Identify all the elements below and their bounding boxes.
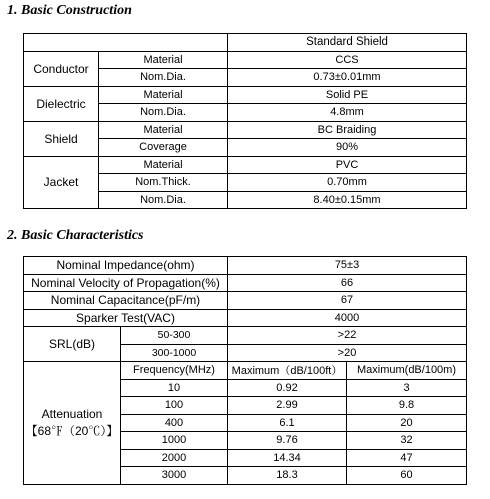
table-row [24,362,467,380]
group-label-shield: Shield [24,121,99,156]
header-blank-cell [24,34,228,52]
table-row [24,156,467,174]
param-cell: Nom.Dia. [99,191,228,209]
section-1-title: 1. Basic Construction [7,3,132,18]
srl-value: >22 [228,327,467,345]
srl-range: 300-1000 [121,344,228,362]
table-row [24,292,467,310]
value-cell: 4.8mm [228,104,467,122]
characteristic-label: Sparker Test(VAC) [24,309,228,327]
attenuation-ft-cell: 9.76 [228,432,347,450]
value-cell: PVC [228,156,467,174]
characteristic-value: 75±3 [228,257,467,275]
attenuation-ft-cell: 0.92 [228,379,347,397]
characteristic-value: 4000 [228,309,467,327]
attenuation-m-cell: 20 [347,414,467,432]
srl-value: >20 [228,344,467,362]
srl-label: SRL(dB) [24,327,121,362]
value-cell: BC Braiding [228,121,467,139]
group-label-jacket: Jacket [24,156,99,209]
column-header-frequency: Frequency(MHz) [121,362,228,380]
characteristic-label: Nominal Capacitance(pF/m) [24,292,228,310]
characteristic-label: Nominal Velocity of Propagation(%) [24,274,228,292]
basic-construction-table [23,33,467,209]
param-cell: Material [99,121,228,139]
table-row [24,257,467,275]
value-cell: CCS [228,51,467,69]
param-cell: Material [99,51,228,69]
characteristic-value: 67 [228,292,467,310]
group-label-dielectric: Dielectric [24,86,99,121]
attenuation-m-cell: 32 [347,432,467,450]
table-row [24,121,467,139]
attenuation-label-line2: 【68℉（20℃）】 [25,423,119,438]
attenuation-m-cell: 60 [347,467,467,485]
attenuation-ft-cell: 2.99 [228,397,347,415]
attenuation-m-cell: 47 [347,449,467,467]
attenuation-ft-cell: 18.3 [228,467,347,485]
characteristic-label: Nominal Impedance(ohm) [24,257,228,275]
param-cell: Nom.Thick. [99,174,228,192]
frequency-cell: 1000 [121,432,228,450]
section-2-title: 2. Basic Characteristics [7,228,144,243]
column-header-max-db-100ft: Maximum（dB/100ft） [228,362,347,380]
attenuation-m-cell: 3 [347,379,467,397]
value-cell: 90% [228,139,467,157]
value-cell: Solid PE [228,86,467,104]
basic-characteristics-table [23,256,467,485]
frequency-cell: 2000 [121,449,228,467]
param-cell: Material [99,86,228,104]
frequency-cell: 100 [121,397,228,415]
attenuation-label-line1: Attenuation [41,406,103,421]
group-label-conductor: Conductor [24,51,99,86]
attenuation-ft-cell: 6.1 [228,414,347,432]
characteristic-value: 66 [228,274,467,292]
value-cell: 0.70mm [228,174,467,192]
srl-range: 50-300 [121,327,228,345]
frequency-cell: 400 [121,414,228,432]
table-row [24,86,467,104]
table-row [24,274,467,292]
value-cell: 8.40±0.15mm [228,191,467,209]
table-row [24,51,467,69]
value-cell: 0.73±0.01mm [228,69,467,87]
attenuation-label [24,362,121,485]
table-row [24,309,467,327]
frequency-cell: 3000 [121,467,228,485]
table-row [24,327,467,345]
attenuation-ft-cell: 14.34 [228,449,347,467]
attenuation-m-cell: 9.8 [347,397,467,415]
param-cell: Coverage [99,139,228,157]
column-header-standard-shield: Standard Shield [228,34,467,52]
table-row [24,34,467,52]
column-header-max-db-100m: Maximum(dB/100m) [347,362,467,380]
param-cell: Nom.Dia. [99,104,228,122]
param-cell: Material [99,156,228,174]
param-cell: Nom.Dia. [99,69,228,87]
frequency-cell: 10 [121,379,228,397]
